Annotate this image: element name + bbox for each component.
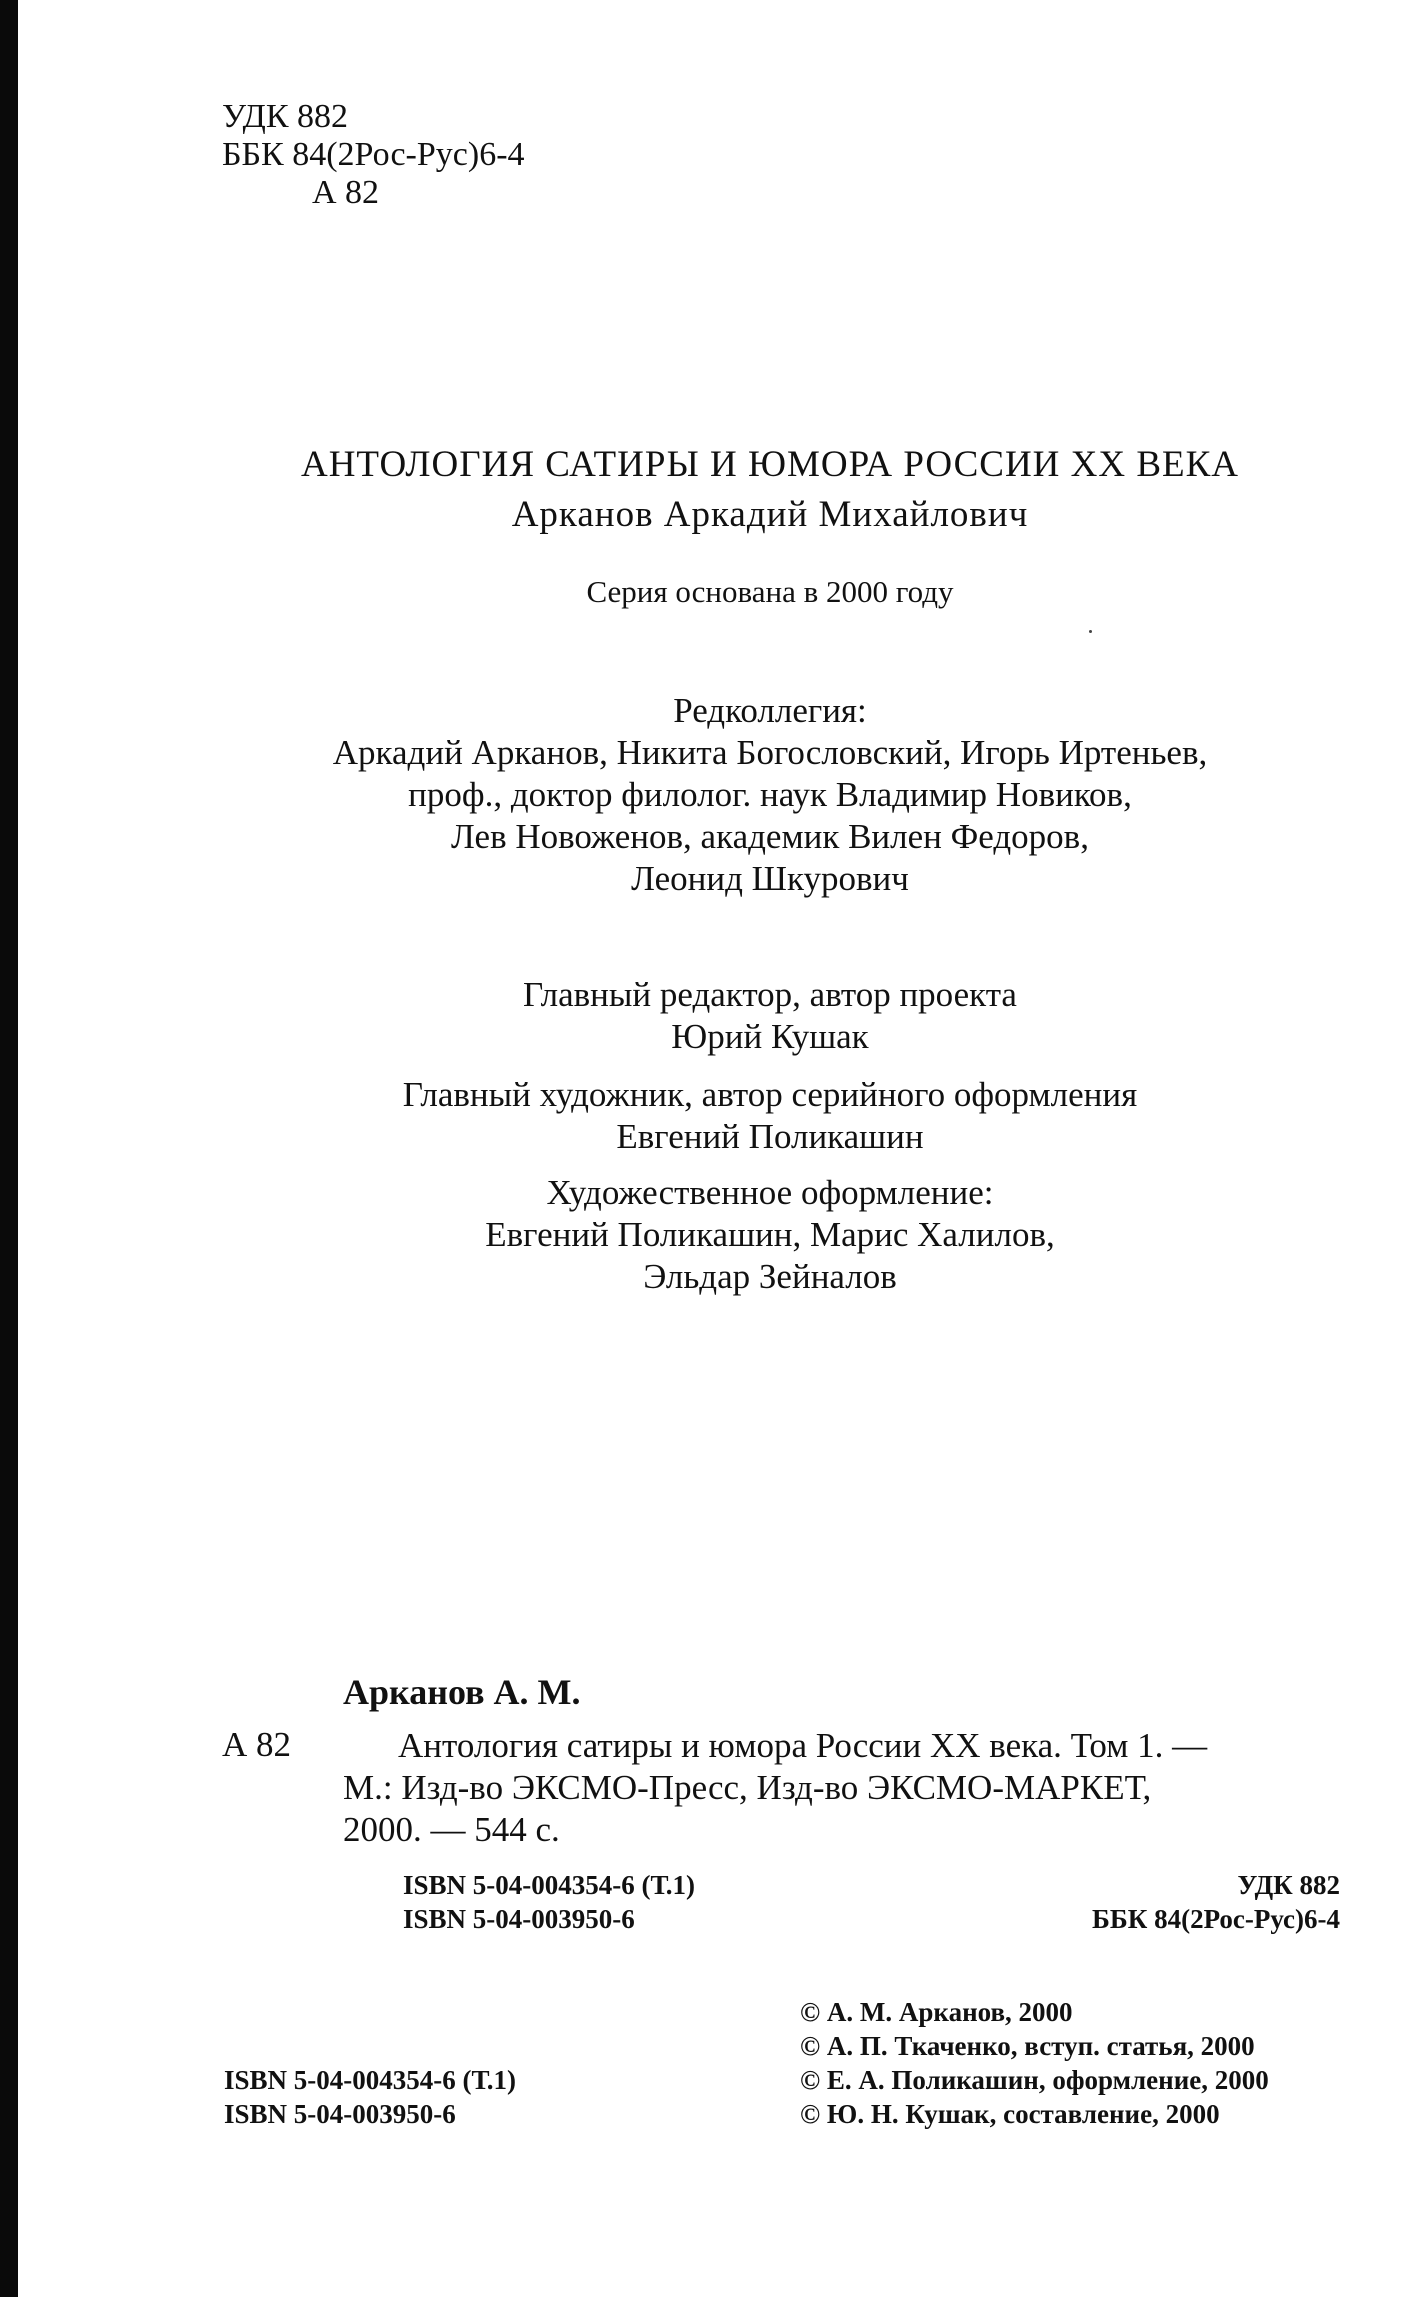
udk-code: УДК 882 [222, 98, 349, 135]
catalog-card-line: Антология сатиры и юмора России ХХ века. Том 1. — [398, 1726, 1208, 1765]
art-design-line: Эльдар Зейналов [643, 1257, 897, 1296]
catalog-card-description [343, 1725, 1343, 1851]
catalog-card-isbn [403, 1868, 695, 1936]
editorial-board [200, 690, 1340, 900]
catalog-card-code: А 82 [222, 1725, 292, 1764]
copyright-line: © А. П. Ткаченко, вступ. статья, 2000 [800, 2031, 1255, 2061]
art-design-role: Художественное оформление: [546, 1173, 994, 1212]
editorial-board-line: Лев Новоженов, академик Вилен Федоров, [451, 817, 1089, 856]
catalog-card-classification [1040, 1868, 1340, 1936]
author-mark: А 82 [312, 174, 380, 211]
classification-header [222, 98, 525, 212]
art-design-line: Евгений Поликашин, Марис Халилов, [485, 1215, 1055, 1254]
book-title: АНТОЛОГИЯ САТИРЫ И ЮМОРА РОССИИ ХХ ВЕКА [300, 444, 1240, 485]
chief-editor-role: Главный редактор, автор проекта [523, 975, 1017, 1014]
copyright-line: © Е. А. Поликашин, оформление, 2000 [800, 2065, 1269, 2095]
editorial-board-line: проф., доктор филолог. наук Владимир Новиков, [408, 775, 1132, 814]
series-note: Серия основана в 2000 году [586, 574, 954, 609]
chief-editor-name: Юрий Кушак [671, 1017, 869, 1056]
art-design [200, 1172, 1340, 1298]
chief-artist [200, 1074, 1340, 1158]
catalog-card-author: Арканов А. М. [343, 1672, 581, 1712]
chief-artist-role: Главный художник, автор серийного оформления [402, 1075, 1138, 1114]
isbn-line: ISBN 5-04-003950-6 [224, 2099, 456, 2129]
print-speck [1089, 630, 1092, 633]
title-block [200, 440, 1340, 540]
page-edge-shadow [0, 0, 18, 2297]
editorial-board-line: Леонид Шкурович [631, 859, 909, 898]
chief-artist-name: Евгений Поликашин [616, 1117, 924, 1156]
catalog-card-line: 2000. — 544 с. [343, 1810, 560, 1849]
book-author: Арканов Аркадий Михайлович [511, 494, 1029, 535]
chief-editor [200, 974, 1340, 1058]
copyright-notices [800, 1995, 1269, 2131]
isbn-line: ISBN 5-04-004354-6 (Т.1) [224, 2065, 517, 2095]
bbk-line: ББК 84(2Рос-Рус)6-4 [1092, 1904, 1340, 1934]
footer-isbn [224, 2063, 516, 2131]
isbn-line: ISBN 5-04-003950-6 [403, 1904, 635, 1934]
udk-line: УДК 882 [1237, 1870, 1340, 1900]
catalog-card-line: М.: Изд-во ЭКСМО-Пресс, Изд-во ЭКСМО-МАРКЕТ, [343, 1768, 1152, 1807]
copyright-line: © А. М. Арканов, 2000 [800, 1997, 1073, 2027]
editorial-board-heading: Редколлегия: [673, 691, 867, 730]
copyright-line: © Ю. Н. Кушак, составление, 2000 [800, 2099, 1220, 2129]
isbn-line: ISBN 5-04-004354-6 (Т.1) [403, 1870, 696, 1900]
bbk-code: ББК 84(2Рос-Рус)6-4 [222, 136, 525, 173]
editorial-board-line: Аркадий Арканов, Никита Богословский, Игорь Иртеньев, [332, 733, 1208, 772]
